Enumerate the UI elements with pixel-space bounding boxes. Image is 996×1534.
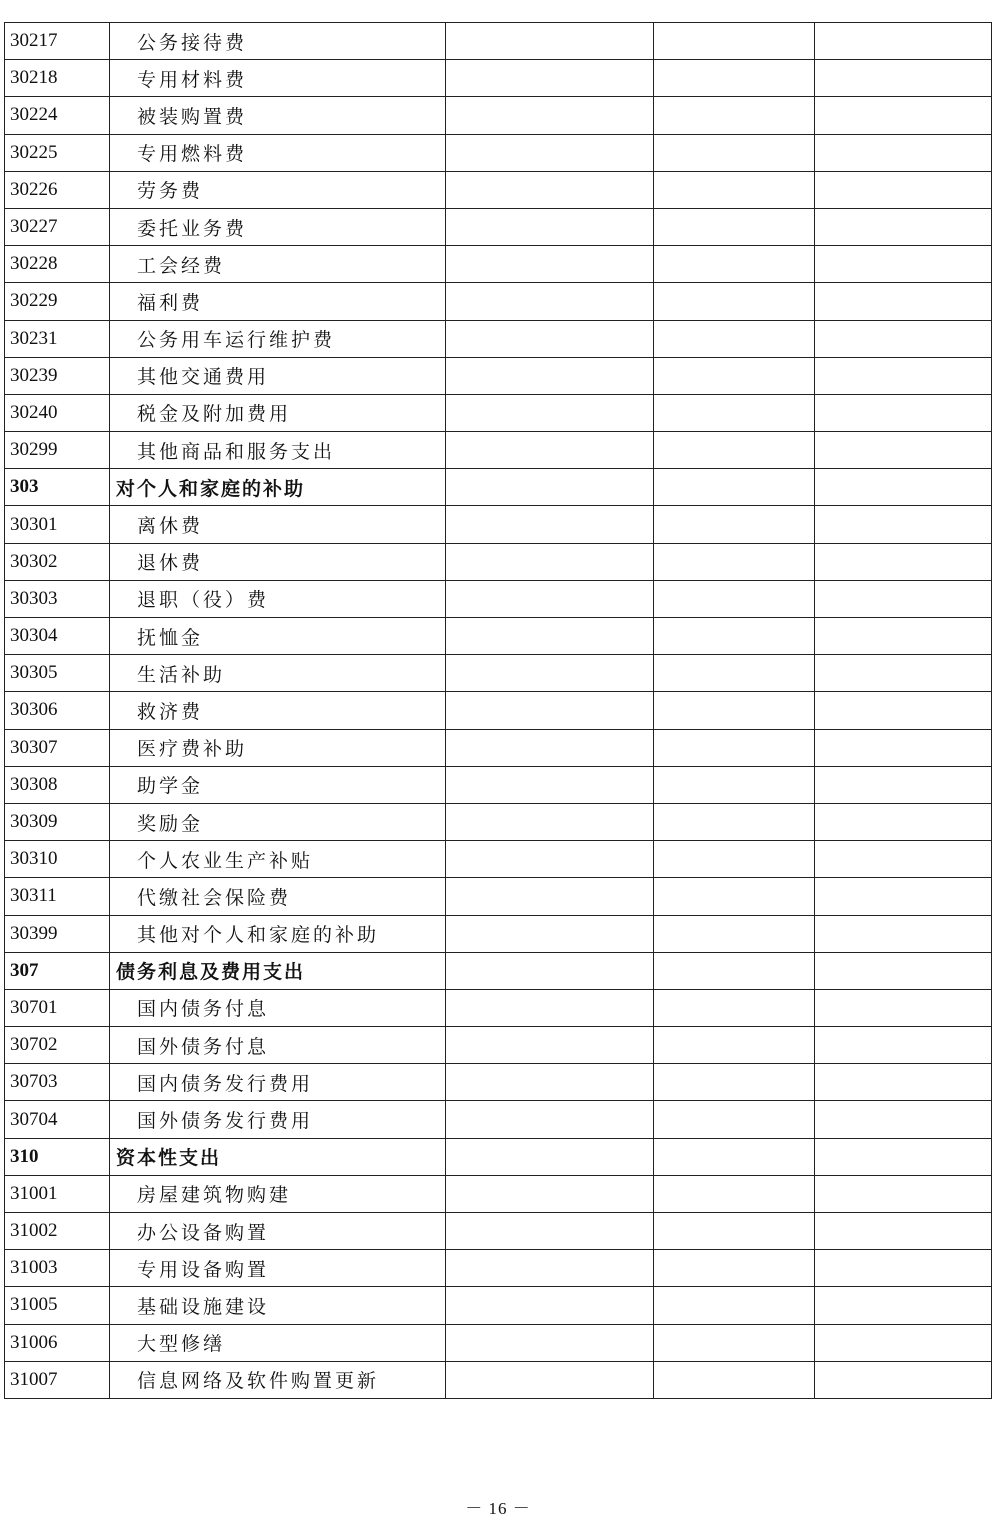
expense-code-cell: 30218 bbox=[5, 60, 110, 97]
empty-amount-cell bbox=[446, 1027, 654, 1064]
expense-code-cell: 30309 bbox=[5, 803, 110, 840]
expense-code-cell: 30311 bbox=[5, 878, 110, 915]
expense-name-cell: 公务接待费 bbox=[110, 23, 446, 60]
table-row bbox=[5, 134, 992, 171]
empty-amount-cell bbox=[815, 97, 992, 134]
table-row bbox=[5, 283, 992, 320]
expense-code-cell: 30305 bbox=[5, 655, 110, 692]
expense-code-cell: 30231 bbox=[5, 320, 110, 357]
budget-expense-table bbox=[4, 22, 992, 1399]
expense-code-cell: 30307 bbox=[5, 729, 110, 766]
empty-amount-cell bbox=[815, 841, 992, 878]
empty-amount-cell bbox=[446, 1324, 654, 1361]
expense-name-cell: 大型修缮 bbox=[110, 1324, 446, 1361]
empty-amount-cell bbox=[654, 1287, 815, 1324]
table-row bbox=[5, 60, 992, 97]
empty-amount-cell bbox=[446, 1213, 654, 1250]
empty-amount-cell bbox=[815, 952, 992, 989]
empty-amount-cell bbox=[654, 1064, 815, 1101]
table-row bbox=[5, 246, 992, 283]
expense-name-cell: 其他对个人和家庭的补助 bbox=[110, 915, 446, 952]
empty-amount-cell bbox=[815, 692, 992, 729]
expense-code-cell: 30306 bbox=[5, 692, 110, 729]
empty-amount-cell bbox=[654, 915, 815, 952]
empty-amount-cell bbox=[815, 878, 992, 915]
empty-amount-cell bbox=[815, 23, 992, 60]
table-row bbox=[5, 1250, 992, 1287]
empty-amount-cell bbox=[446, 915, 654, 952]
table-row bbox=[5, 1324, 992, 1361]
expense-code-cell: 310 bbox=[5, 1138, 110, 1175]
table-row bbox=[5, 394, 992, 431]
empty-amount-cell bbox=[446, 803, 654, 840]
empty-amount-cell bbox=[654, 1213, 815, 1250]
empty-amount-cell bbox=[446, 283, 654, 320]
empty-amount-cell bbox=[654, 655, 815, 692]
table-row bbox=[5, 543, 992, 580]
empty-amount-cell bbox=[654, 1138, 815, 1175]
empty-amount-cell bbox=[446, 952, 654, 989]
expense-name-cell: 劳务费 bbox=[110, 171, 446, 208]
table-row bbox=[5, 841, 992, 878]
empty-amount-cell bbox=[446, 692, 654, 729]
table-row bbox=[5, 766, 992, 803]
empty-amount-cell bbox=[815, 246, 992, 283]
empty-amount-cell bbox=[815, 208, 992, 245]
expense-name-cell: 福利费 bbox=[110, 283, 446, 320]
empty-amount-cell bbox=[446, 208, 654, 245]
expense-code-cell: 30303 bbox=[5, 580, 110, 617]
empty-amount-cell bbox=[815, 1138, 992, 1175]
expense-code-cell: 30704 bbox=[5, 1101, 110, 1138]
empty-amount-cell bbox=[815, 1213, 992, 1250]
expense-name-cell: 其他商品和服务支出 bbox=[110, 432, 446, 469]
table-row bbox=[5, 1361, 992, 1398]
empty-amount-cell bbox=[654, 1175, 815, 1212]
empty-amount-cell bbox=[654, 432, 815, 469]
expense-name-cell: 国外债务付息 bbox=[110, 1027, 446, 1064]
expense-code-cell: 30299 bbox=[5, 432, 110, 469]
expense-code-cell: 30399 bbox=[5, 915, 110, 952]
expense-name-cell: 基础设施建设 bbox=[110, 1287, 446, 1324]
category-row bbox=[5, 469, 992, 506]
expense-code-cell: 30228 bbox=[5, 246, 110, 283]
expense-name-cell: 专用设备购置 bbox=[110, 1250, 446, 1287]
empty-amount-cell bbox=[815, 1064, 992, 1101]
empty-amount-cell bbox=[654, 208, 815, 245]
expense-name-cell: 办公设备购置 bbox=[110, 1213, 446, 1250]
expense-code-cell: 307 bbox=[5, 952, 110, 989]
empty-amount-cell bbox=[654, 1101, 815, 1138]
empty-amount-cell bbox=[654, 283, 815, 320]
expense-code-cell: 30226 bbox=[5, 171, 110, 208]
expense-code-cell: 31001 bbox=[5, 1175, 110, 1212]
expense-code-cell: 30239 bbox=[5, 357, 110, 394]
table-row bbox=[5, 878, 992, 915]
empty-amount-cell bbox=[446, 432, 654, 469]
table-row bbox=[5, 580, 992, 617]
empty-amount-cell bbox=[654, 320, 815, 357]
empty-amount-cell bbox=[446, 655, 654, 692]
empty-amount-cell bbox=[446, 841, 654, 878]
empty-amount-cell bbox=[815, 989, 992, 1026]
empty-amount-cell bbox=[446, 1138, 654, 1175]
empty-amount-cell bbox=[446, 469, 654, 506]
empty-amount-cell bbox=[654, 1027, 815, 1064]
empty-amount-cell bbox=[654, 97, 815, 134]
empty-amount-cell bbox=[446, 1101, 654, 1138]
table-row bbox=[5, 915, 992, 952]
empty-amount-cell bbox=[654, 469, 815, 506]
expense-code-cell: 30701 bbox=[5, 989, 110, 1026]
expense-name-cell: 委托业务费 bbox=[110, 208, 446, 245]
empty-amount-cell bbox=[654, 841, 815, 878]
expense-name-cell: 助学金 bbox=[110, 766, 446, 803]
empty-amount-cell bbox=[654, 543, 815, 580]
empty-amount-cell bbox=[446, 1250, 654, 1287]
empty-amount-cell bbox=[815, 469, 992, 506]
expense-code-cell: 30217 bbox=[5, 23, 110, 60]
empty-amount-cell bbox=[654, 357, 815, 394]
table-row bbox=[5, 692, 992, 729]
empty-amount-cell bbox=[815, 580, 992, 617]
empty-amount-cell bbox=[654, 1361, 815, 1398]
empty-amount-cell bbox=[654, 729, 815, 766]
expense-name-cell: 抚恤金 bbox=[110, 618, 446, 655]
expense-code-cell: 31002 bbox=[5, 1213, 110, 1250]
empty-amount-cell bbox=[815, 506, 992, 543]
table-row bbox=[5, 1175, 992, 1212]
empty-amount-cell bbox=[654, 60, 815, 97]
expense-name-cell: 救济费 bbox=[110, 692, 446, 729]
empty-amount-cell bbox=[815, 432, 992, 469]
category-row bbox=[5, 1138, 992, 1175]
expense-code-cell: 30229 bbox=[5, 283, 110, 320]
empty-amount-cell bbox=[815, 1027, 992, 1064]
empty-amount-cell bbox=[446, 1175, 654, 1212]
expense-code-cell: 30301 bbox=[5, 506, 110, 543]
expense-name-cell: 工会经费 bbox=[110, 246, 446, 283]
empty-amount-cell bbox=[446, 878, 654, 915]
empty-amount-cell bbox=[815, 1101, 992, 1138]
empty-amount-cell bbox=[446, 320, 654, 357]
expense-name-cell: 奖励金 bbox=[110, 803, 446, 840]
empty-amount-cell bbox=[654, 1324, 815, 1361]
empty-amount-cell bbox=[654, 171, 815, 208]
empty-amount-cell bbox=[446, 989, 654, 1026]
expense-name-cell: 个人农业生产补贴 bbox=[110, 841, 446, 878]
empty-amount-cell bbox=[446, 394, 654, 431]
table-row bbox=[5, 320, 992, 357]
expense-code-cell: 30702 bbox=[5, 1027, 110, 1064]
expense-code-cell: 30240 bbox=[5, 394, 110, 431]
empty-amount-cell bbox=[446, 134, 654, 171]
table-row bbox=[5, 1287, 992, 1324]
empty-amount-cell bbox=[815, 1175, 992, 1212]
empty-amount-cell bbox=[815, 766, 992, 803]
expense-code-cell: 30224 bbox=[5, 97, 110, 134]
empty-amount-cell bbox=[654, 506, 815, 543]
empty-amount-cell bbox=[654, 692, 815, 729]
empty-amount-cell bbox=[654, 618, 815, 655]
table-body bbox=[5, 23, 992, 1399]
table-row bbox=[5, 655, 992, 692]
expense-name-cell: 资本性支出 bbox=[110, 1138, 446, 1175]
empty-amount-cell bbox=[815, 357, 992, 394]
empty-amount-cell bbox=[446, 766, 654, 803]
table-row bbox=[5, 1027, 992, 1064]
expense-code-cell: 30308 bbox=[5, 766, 110, 803]
table-row bbox=[5, 171, 992, 208]
empty-amount-cell bbox=[446, 580, 654, 617]
empty-amount-cell bbox=[446, 357, 654, 394]
expense-name-cell: 国内债务付息 bbox=[110, 989, 446, 1026]
empty-amount-cell bbox=[815, 171, 992, 208]
table-row bbox=[5, 1213, 992, 1250]
empty-amount-cell bbox=[815, 915, 992, 952]
empty-amount-cell bbox=[446, 171, 654, 208]
expense-code-cell: 30225 bbox=[5, 134, 110, 171]
expense-code-cell: 303 bbox=[5, 469, 110, 506]
table-row bbox=[5, 989, 992, 1026]
empty-amount-cell bbox=[446, 60, 654, 97]
empty-amount-cell bbox=[815, 729, 992, 766]
empty-amount-cell bbox=[815, 1324, 992, 1361]
empty-amount-cell bbox=[446, 543, 654, 580]
empty-amount-cell bbox=[815, 1250, 992, 1287]
empty-amount-cell bbox=[654, 952, 815, 989]
expense-name-cell: 退职（役）费 bbox=[110, 580, 446, 617]
empty-amount-cell bbox=[446, 1287, 654, 1324]
empty-amount-cell bbox=[815, 1287, 992, 1324]
empty-amount-cell bbox=[446, 506, 654, 543]
empty-amount-cell bbox=[446, 729, 654, 766]
table-row bbox=[5, 803, 992, 840]
table-row bbox=[5, 1101, 992, 1138]
page-number: － 16 － bbox=[465, 1499, 531, 1518]
empty-amount-cell bbox=[654, 246, 815, 283]
expense-name-cell: 专用燃料费 bbox=[110, 134, 446, 171]
expense-code-cell: 30304 bbox=[5, 618, 110, 655]
expense-name-cell: 离休费 bbox=[110, 506, 446, 543]
expense-name-cell: 医疗费补助 bbox=[110, 729, 446, 766]
expense-name-cell: 生活补助 bbox=[110, 655, 446, 692]
empty-amount-cell bbox=[654, 803, 815, 840]
expense-code-cell: 31003 bbox=[5, 1250, 110, 1287]
table-row bbox=[5, 618, 992, 655]
expense-name-cell: 被装购置费 bbox=[110, 97, 446, 134]
empty-amount-cell bbox=[654, 134, 815, 171]
expense-code-cell: 31007 bbox=[5, 1361, 110, 1398]
empty-amount-cell bbox=[654, 23, 815, 60]
empty-amount-cell bbox=[654, 580, 815, 617]
expense-name-cell: 对个人和家庭的补助 bbox=[110, 469, 446, 506]
table-row bbox=[5, 729, 992, 766]
empty-amount-cell bbox=[446, 1361, 654, 1398]
expense-name-cell: 公务用车运行维护费 bbox=[110, 320, 446, 357]
expense-name-cell: 代缴社会保险费 bbox=[110, 878, 446, 915]
empty-amount-cell bbox=[815, 1361, 992, 1398]
empty-amount-cell bbox=[446, 23, 654, 60]
expense-code-cell: 30310 bbox=[5, 841, 110, 878]
expense-name-cell: 信息网络及软件购置更新 bbox=[110, 1361, 446, 1398]
empty-amount-cell bbox=[654, 878, 815, 915]
table-row bbox=[5, 432, 992, 469]
empty-amount-cell bbox=[815, 543, 992, 580]
expense-name-cell: 税金及附加费用 bbox=[110, 394, 446, 431]
table-row bbox=[5, 23, 992, 60]
expense-name-cell: 房屋建筑物购建 bbox=[110, 1175, 446, 1212]
table-row bbox=[5, 357, 992, 394]
table-row bbox=[5, 208, 992, 245]
expense-code-cell: 30703 bbox=[5, 1064, 110, 1101]
table-row bbox=[5, 506, 992, 543]
table-row bbox=[5, 1064, 992, 1101]
category-row bbox=[5, 952, 992, 989]
empty-amount-cell bbox=[446, 1064, 654, 1101]
empty-amount-cell bbox=[446, 246, 654, 283]
expense-name-cell: 退休费 bbox=[110, 543, 446, 580]
empty-amount-cell bbox=[815, 320, 992, 357]
empty-amount-cell bbox=[815, 618, 992, 655]
empty-amount-cell bbox=[654, 1250, 815, 1287]
expense-name-cell: 债务利息及费用支出 bbox=[110, 952, 446, 989]
empty-amount-cell bbox=[815, 60, 992, 97]
empty-amount-cell bbox=[654, 394, 815, 431]
empty-amount-cell bbox=[654, 766, 815, 803]
expense-code-cell: 30302 bbox=[5, 543, 110, 580]
expense-code-cell: 31006 bbox=[5, 1324, 110, 1361]
empty-amount-cell bbox=[815, 803, 992, 840]
empty-amount-cell bbox=[815, 283, 992, 320]
expense-name-cell: 专用材料费 bbox=[110, 60, 446, 97]
expense-code-cell: 30227 bbox=[5, 208, 110, 245]
empty-amount-cell bbox=[654, 989, 815, 1026]
expense-name-cell: 其他交通费用 bbox=[110, 357, 446, 394]
empty-amount-cell bbox=[446, 618, 654, 655]
expense-name-cell: 国内债务发行费用 bbox=[110, 1064, 446, 1101]
empty-amount-cell bbox=[815, 134, 992, 171]
empty-amount-cell bbox=[446, 97, 654, 134]
table-row bbox=[5, 97, 992, 134]
empty-amount-cell bbox=[815, 394, 992, 431]
expense-code-cell: 31005 bbox=[5, 1287, 110, 1324]
expense-name-cell: 国外债务发行费用 bbox=[110, 1101, 446, 1138]
empty-amount-cell bbox=[815, 655, 992, 692]
